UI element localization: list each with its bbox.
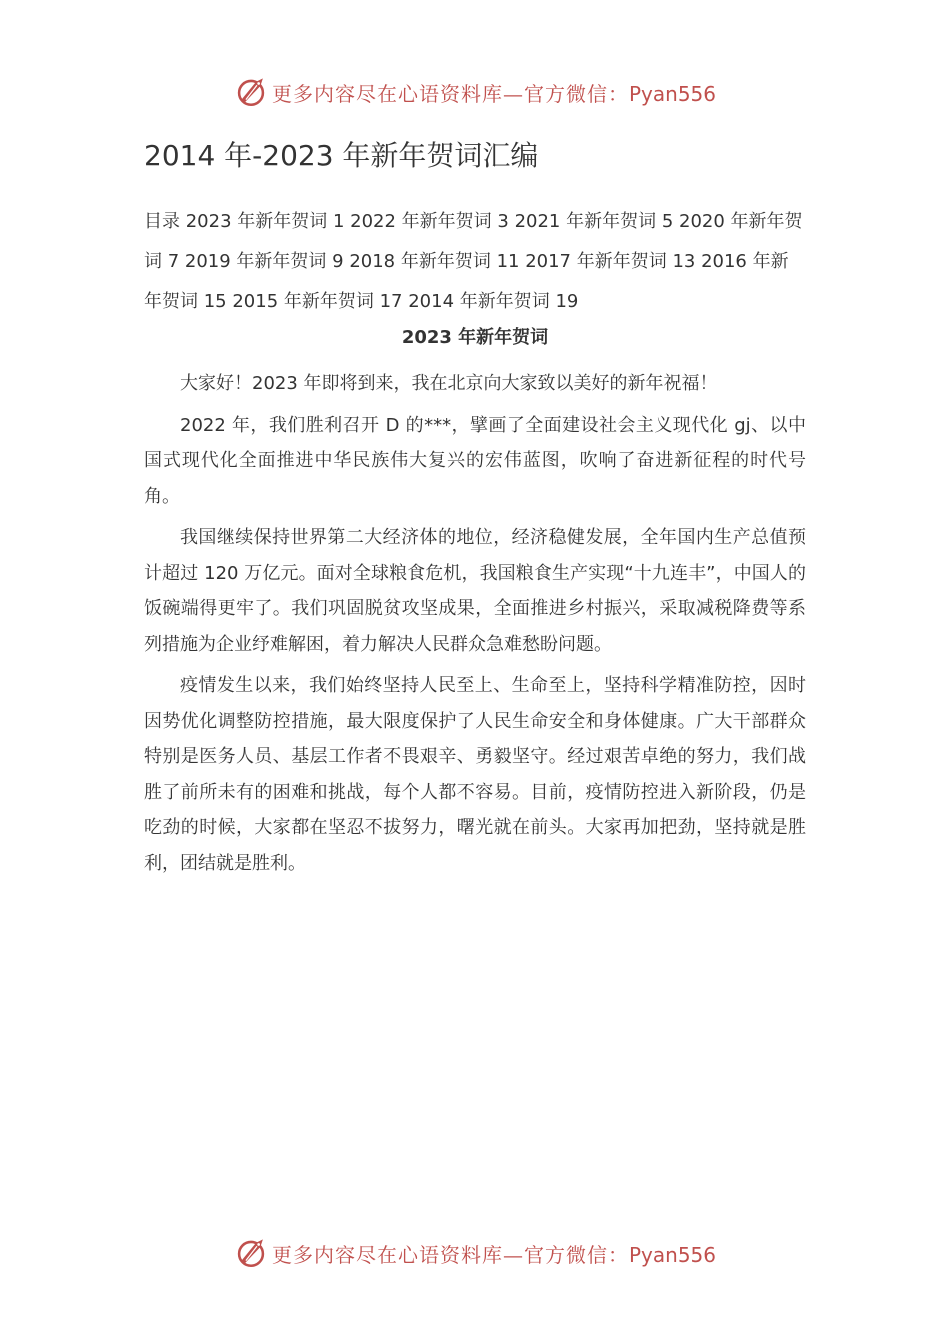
wechat-id: Pyan556 bbox=[628, 81, 716, 106]
watermark-text: 更多内容尽在心语资料库—官方微信：Pyan556 bbox=[271, 81, 716, 106]
document-title: 2014 年-2023 年新年贺词汇编 bbox=[144, 139, 539, 172]
paragraph: 大家好！2023 年即将到来，我在北京向大家致以美好的新年祝福！ bbox=[180, 373, 718, 394]
table-of-contents: 目录 2023 年新年贺词 1 2022 年新年贺词 3 2021 年新年贺词 5 2020 年新年贺词 7 2019 年新年贺词 9 2018 年新年贺词 11 2017 年新年贺词 13 2016 年新年贺词 15 2015 年新年贺词 17 2014 年新年贺词 19 bbox=[144, 211, 803, 312]
section-heading: 2023 年新年贺词 bbox=[401, 327, 549, 348]
section-body bbox=[144, 366, 806, 887]
paragraph: 我国继续保持世界第二大经济体的地位，经济稳健发展，全年国内生产总值预计超过 120 万亿元。面对全球粮食危机，我国粮食生产实现“十九连丰”，中国人的饭碗端得更牢了。我们巩固脱贫攻坚成果，全面推进乡村振兴，采取减税降费等系列措施为企业纾难解困，着力解决人民群众急难愁盼问题。 bbox=[144, 527, 806, 655]
footer-watermark bbox=[0, 1233, 950, 1273]
paragraph: 疫情发生以来，我们始终坚持人民至上、生命至上，坚持科学精准防控，因时因势优化调整防控措施，最大限度保护了人民生命安全和身体健康。广大干部群众特别是医务人员、基层工作者不畏艰辛、勇毅坚守。经过艰苦卓绝的努力，我们战胜了前所未有的困难和挑战，每个人都不容易。目前，疫情防控进入新阶段，仍是吃劲的时候，大家都在坚忍不拔努力，曙光就在前头。大家再加把劲，坚持就是胜利，团结就是胜利。 bbox=[144, 675, 806, 874]
header-watermark bbox=[0, 72, 950, 112]
wechat-id: Pyan556 bbox=[628, 1242, 716, 1267]
pen-nib-logo-icon bbox=[234, 75, 268, 109]
pen-nib-logo-icon bbox=[234, 1236, 268, 1270]
paragraph: 2022 年，我们胜利召开 D 的***，擘画了全面建设社会主义现代化 gj、以中国式现代化全面推进中华民族伟大复兴的宏伟蓝图，吹响了奋进新征程的时代号角。 bbox=[144, 414, 806, 507]
watermark-text: 更多内容尽在心语资料库—官方微信：Pyan556 bbox=[271, 1242, 716, 1267]
